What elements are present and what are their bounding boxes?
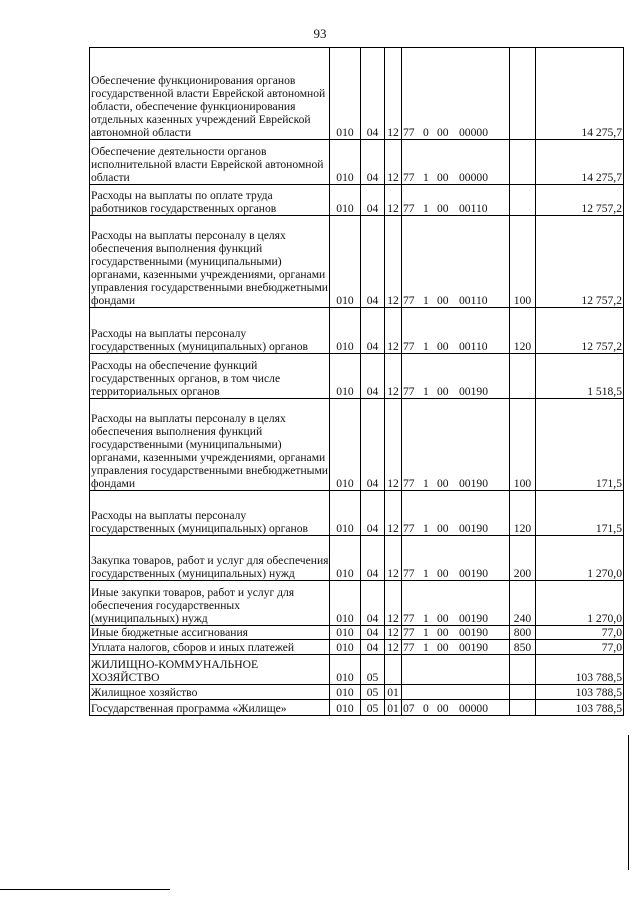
code-target-article [402, 354, 510, 399]
prog-part-1: 77 [403, 171, 415, 184]
code-expense-type [510, 140, 536, 185]
code-section: 04 [361, 491, 385, 536]
prog-part-2: 1 [423, 385, 429, 398]
amount: 12 757,2 [536, 185, 624, 216]
code-expense-type: 100 [510, 216, 536, 308]
code-admin: 010 [330, 185, 361, 216]
amount: 12 757,2 [536, 308, 624, 354]
prog-part-2: 1 [423, 567, 429, 580]
table-row [90, 185, 624, 216]
code-admin: 010 [330, 640, 361, 655]
code-expense-type: 120 [510, 491, 536, 536]
code-target-article [402, 700, 510, 716]
table-row [90, 685, 624, 700]
code-admin: 010 [330, 700, 361, 716]
prog-part-4: 00190 [459, 522, 488, 535]
table-row [90, 399, 624, 491]
code-expense-type: 100 [510, 399, 536, 491]
prog-part-4: 00190 [459, 567, 488, 580]
code-admin: 010 [330, 626, 361, 640]
row-name: Закупка товаров, работ и услуг для обеспечения государственных (муниципальных) нужд [90, 536, 330, 581]
prog-part-4: 00190 [459, 626, 488, 639]
code-expense-type: 850 [510, 640, 536, 655]
prog-part-3: 00 [437, 641, 449, 654]
code-admin: 010 [330, 581, 361, 626]
prog-part-1: 77 [403, 202, 415, 215]
prog-part-4: 00000 [459, 171, 488, 184]
code-expense-type [510, 354, 536, 399]
code-subsection: 12 [385, 399, 402, 491]
code-admin: 010 [330, 48, 361, 140]
code-section: 04 [361, 216, 385, 308]
prog-part-1: 07 [403, 702, 415, 715]
prog-part-1: 77 [403, 522, 415, 535]
prog-part-1: 77 [403, 294, 415, 307]
row-name: Расходы на выплаты персоналу государственных (муниципальных) органов [90, 491, 330, 536]
code-section: 04 [361, 308, 385, 354]
code-target-article [402, 308, 510, 354]
prog-part-1: 77 [403, 477, 415, 490]
amount: 77,0 [536, 640, 624, 655]
code-admin: 010 [330, 354, 361, 399]
amount: 171,5 [536, 491, 624, 536]
code-subsection: 12 [385, 308, 402, 354]
amount: 103 788,5 [536, 685, 624, 700]
prog-part-1: 77 [403, 626, 415, 639]
prog-part-3: 00 [437, 171, 449, 184]
row-name: Расходы на выплаты по оплате труда работников государственных органов [90, 185, 330, 216]
prog-part-4: 00190 [459, 641, 488, 654]
table-row [90, 216, 624, 308]
prog-part-3: 00 [437, 477, 449, 490]
table-row [90, 48, 624, 140]
amount: 1 518,5 [536, 354, 624, 399]
prog-part-3: 00 [437, 612, 449, 625]
budget-table [89, 47, 624, 716]
code-target-article [402, 399, 510, 491]
code-subsection: 12 [385, 626, 402, 640]
row-name: Иные бюджетные ассигнования [90, 626, 330, 640]
code-target-article [402, 626, 510, 640]
amount: 103 788,5 [536, 655, 624, 685]
table-row [90, 655, 624, 685]
prog-part-2: 1 [423, 477, 429, 490]
code-section: 04 [361, 640, 385, 655]
code-target-article [402, 48, 510, 140]
prog-part-3: 00 [437, 626, 449, 639]
amount: 171,5 [536, 399, 624, 491]
row-name: Обеспечение функционирования органов государственной власти Еврейской автономной области, обеспечение функционирования отдельных казенных учреждений Еврейской автономной области [90, 48, 330, 140]
prog-part-4: 00000 [459, 126, 488, 139]
code-subsection [385, 655, 402, 685]
prog-part-3: 00 [437, 385, 449, 398]
row-name: Уплата налогов, сборов и иных платежей [90, 640, 330, 655]
code-admin: 010 [330, 536, 361, 581]
code-expense-type [510, 185, 536, 216]
prog-part-1: 77 [403, 126, 415, 139]
prog-part-4: 00110 [459, 340, 488, 353]
prog-part-1: 77 [403, 385, 415, 398]
code-admin: 010 [330, 491, 361, 536]
table-row [90, 308, 624, 354]
code-admin: 010 [330, 308, 361, 354]
amount: 1 270,0 [536, 536, 624, 581]
prog-part-4: 00190 [459, 477, 488, 490]
code-target-article [402, 140, 510, 185]
prog-part-2: 1 [423, 522, 429, 535]
prog-part-2: 1 [423, 626, 429, 639]
code-subsection: 12 [385, 640, 402, 655]
code-target-article [402, 640, 510, 655]
prog-part-3: 00 [437, 340, 449, 353]
code-section: 05 [361, 655, 385, 685]
prog-part-3: 00 [437, 567, 449, 580]
code-subsection: 12 [385, 185, 402, 216]
prog-part-4: 00000 [459, 702, 488, 715]
prog-part-2: 1 [423, 612, 429, 625]
page-number: 93 [313, 26, 327, 41]
code-expense-type [510, 48, 536, 140]
table-row [90, 581, 624, 626]
code-target-article [402, 185, 510, 216]
code-section: 04 [361, 536, 385, 581]
code-subsection: 01 [385, 685, 402, 700]
code-section: 04 [361, 581, 385, 626]
prog-part-3: 00 [437, 522, 449, 535]
code-admin: 010 [330, 685, 361, 700]
table-row [90, 536, 624, 581]
code-section: 04 [361, 48, 385, 140]
code-target-article [402, 491, 510, 536]
amount: 14 275,7 [536, 140, 624, 185]
row-name: Расходы на выплаты персоналу в целях обеспечения выполнения функций государственными (муниципальными) органами, казенными учреждениями, органами управления государственными внебюджетными фондами [90, 216, 330, 308]
row-name: ЖИЛИЩНО-КОММУНАЛЬНОЕ ХОЗЯЙСТВО [90, 655, 330, 685]
prog-part-1: 77 [403, 612, 415, 625]
margin-line [628, 735, 629, 870]
code-expense-type [510, 655, 536, 685]
row-name: Государственная программа «Жилище» [90, 700, 330, 716]
code-admin: 010 [330, 216, 361, 308]
prog-part-4: 00190 [459, 385, 488, 398]
prog-part-2: 0 [423, 126, 429, 139]
code-subsection: 12 [385, 354, 402, 399]
footer-rule [0, 889, 170, 890]
code-section: 04 [361, 626, 385, 640]
code-expense-type: 200 [510, 536, 536, 581]
prog-part-3: 00 [437, 126, 449, 139]
code-subsection: 12 [385, 491, 402, 536]
code-admin: 010 [330, 140, 361, 185]
code-expense-type [510, 700, 536, 716]
prog-part-2: 1 [423, 294, 429, 307]
prog-part-2: 1 [423, 641, 429, 654]
code-section: 04 [361, 140, 385, 185]
code-target-article [402, 685, 510, 700]
amount: 14 275,7 [536, 48, 624, 140]
prog-part-3: 00 [437, 702, 449, 715]
code-section: 05 [361, 700, 385, 716]
prog-part-1: 77 [403, 641, 415, 654]
prog-part-4: 00110 [459, 202, 488, 215]
prog-part-1: 77 [403, 567, 415, 580]
prog-part-4: 00190 [459, 612, 488, 625]
amount: 12 757,2 [536, 216, 624, 308]
table-row [90, 626, 624, 640]
prog-part-4: 00110 [459, 294, 488, 307]
code-section: 04 [361, 185, 385, 216]
prog-part-1: 77 [403, 340, 415, 353]
code-admin: 010 [330, 655, 361, 685]
code-expense-type: 800 [510, 626, 536, 640]
amount: 1 270,0 [536, 581, 624, 626]
code-target-article [402, 655, 510, 685]
row-name: Расходы на выплаты персоналу государственных (муниципальных) органов [90, 308, 330, 354]
code-expense-type [510, 685, 536, 700]
table-row [90, 140, 624, 185]
code-section: 04 [361, 399, 385, 491]
code-expense-type: 120 [510, 308, 536, 354]
row-name: Обеспечение деятельности органов исполнительной власти Еврейской автономной области [90, 140, 330, 185]
code-subsection: 12 [385, 216, 402, 308]
code-target-article [402, 536, 510, 581]
code-subsection: 12 [385, 581, 402, 626]
prog-part-2: 1 [423, 171, 429, 184]
table-row [90, 354, 624, 399]
prog-part-2: 1 [423, 202, 429, 215]
code-target-article [402, 216, 510, 308]
code-expense-type: 240 [510, 581, 536, 626]
table-row [90, 640, 624, 655]
code-subsection: 01 [385, 700, 402, 716]
code-subsection: 12 [385, 48, 402, 140]
table-row [90, 491, 624, 536]
code-admin: 010 [330, 399, 361, 491]
row-name: Расходы на обеспечение функций государственных органов, в том числе территориальных органов [90, 354, 330, 399]
amount: 103 788,5 [536, 700, 624, 716]
code-subsection: 12 [385, 140, 402, 185]
amount: 77,0 [536, 626, 624, 640]
row-name: Расходы на выплаты персоналу в целях обеспечения выполнения функций государственными (муниципальными) органами, казенными учреждениями, органами управления государственными внебюджетными фондами [90, 399, 330, 491]
table-row [90, 700, 624, 716]
code-section: 04 [361, 354, 385, 399]
code-section: 05 [361, 685, 385, 700]
row-name: Жилищное хозяйство [90, 685, 330, 700]
prog-part-2: 1 [423, 340, 429, 353]
prog-part-3: 00 [437, 202, 449, 215]
prog-part-2: 0 [423, 702, 429, 715]
prog-part-3: 00 [437, 294, 449, 307]
row-name: Иные закупки товаров, работ и услуг для обеспечения государственных (муниципальных) нужд [90, 581, 330, 626]
code-subsection: 12 [385, 536, 402, 581]
code-target-article [402, 581, 510, 626]
